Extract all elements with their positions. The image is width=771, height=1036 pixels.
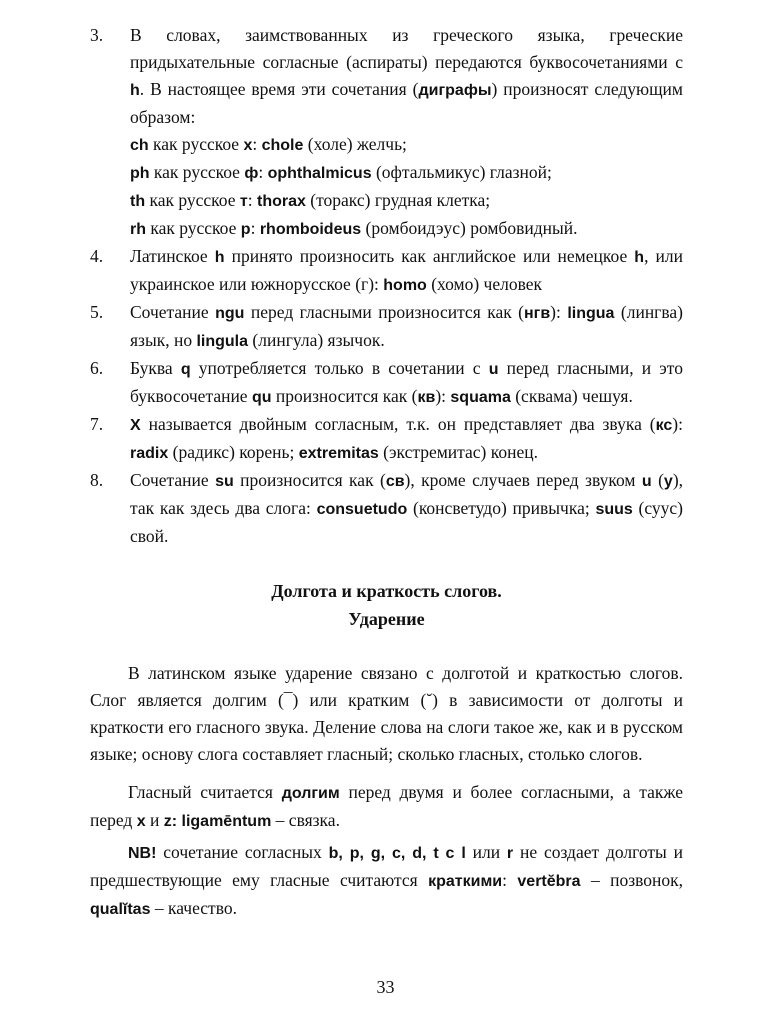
text-run: как русское — [149, 162, 245, 182]
text-run: . В настоящее время эти сочетания ( — [139, 79, 419, 99]
bold-term: lingua — [567, 305, 615, 322]
text-run: принято произносить как английское или немецкое — [224, 246, 635, 266]
item-text — [130, 411, 683, 467]
item-number: 5. — [90, 302, 104, 322]
text-run: употребляется только в сочетании с — [190, 358, 489, 378]
bold-term: св — [385, 473, 405, 490]
text-run: (лингва) язык, но — [130, 302, 683, 350]
text-run: как русское — [146, 218, 241, 238]
bold-term: ph — [130, 165, 150, 182]
text-run: ), так как здесь два слога: — [130, 470, 684, 518]
text-run: ): — [435, 386, 451, 406]
text-run: сочетание согласных — [156, 842, 329, 862]
text-run: – позвонок, — [580, 870, 683, 890]
paragraph-long-vowel — [90, 779, 683, 835]
bold-term: краткими — [428, 873, 503, 890]
text-run: не создает долготы и предшествующие ему гласные считаются — [90, 842, 683, 890]
bold-term: chole — [261, 137, 304, 154]
text-run: Гласный считается — [128, 782, 282, 802]
bold-term: z: ligamēntum — [163, 813, 272, 830]
bold-term: нгв — [524, 305, 551, 322]
item-text — [130, 22, 683, 131]
text-run: ) произносят следующим образом: — [130, 79, 684, 127]
text-run: (торакс) грудная клетка; — [305, 190, 491, 210]
bold-term: h — [130, 82, 140, 99]
text-run: (лингула) язычок. — [248, 330, 385, 350]
bold-term: lingula — [196, 333, 249, 350]
text-run: Сочетание — [130, 470, 216, 490]
bold-term: q — [180, 361, 191, 378]
bold-term: thorax — [256, 193, 306, 210]
bold-term: rhomboideus — [259, 221, 362, 238]
digraph-th — [130, 187, 683, 215]
text-run: Латинское — [130, 246, 215, 266]
bold-term: extremitas — [298, 445, 379, 462]
bold-term: ф — [244, 165, 259, 182]
text-run: В словах, заимствованных из греческого языка, греческие придыхательные согласные (аспираты) передаются буквосочетаниями с — [130, 25, 683, 72]
text-run: называется двойным согласным, т.к. он представляет два звука ( — [140, 414, 656, 434]
bold-term: su — [215, 473, 234, 490]
text-run: ( — [651, 470, 664, 490]
bold-term: т — [239, 193, 248, 210]
bold-term: u — [488, 361, 499, 378]
bold-term: х — [136, 813, 146, 830]
list-item-4 — [90, 243, 683, 299]
item-number: 7. — [90, 414, 104, 434]
bold-term: squama — [450, 389, 511, 406]
bold-term: th — [130, 193, 146, 210]
item-text — [130, 243, 683, 299]
bold-term: suus — [595, 501, 633, 518]
text-run: ), кроме случаев перед звуком — [404, 470, 642, 490]
text-run: (суус) свой. — [130, 498, 683, 546]
text-run: Сочетание — [130, 302, 216, 322]
text-run: и — [145, 810, 164, 830]
bold-term: х — [243, 137, 253, 154]
text-run: (консветудо) привычка; — [407, 498, 596, 518]
text-run: В латинском языке ударение связано с долготой и краткостью слогов. Слог является долгим (¯) или кратким (˘) в зависимости от долготы и краткости его гласного звука. Деление слова на слоги такое же, как и в русском языке; основу слога составляет гласный; сколько гласных, столько слогов. — [90, 663, 683, 764]
text-run: (сквама) чешуя. — [510, 386, 633, 406]
text-run: как русское — [148, 134, 244, 154]
item-text — [130, 299, 683, 355]
list-item-8 — [90, 467, 683, 550]
list-item-5 — [90, 299, 683, 355]
bold-term: qualĭtas — [90, 901, 151, 918]
bold-term: диграфы — [418, 82, 492, 99]
bold-term: ngu — [215, 305, 245, 322]
text-run: : — [502, 870, 518, 890]
item-number: 6. — [90, 358, 104, 378]
list-item-7 — [90, 411, 683, 467]
text-run: как русское — [145, 190, 240, 210]
text-run: (хомо) человек — [426, 274, 543, 294]
item-text — [130, 355, 683, 411]
digraph-rh — [130, 215, 683, 243]
text-run: – качество. — [150, 898, 237, 918]
rules-list — [90, 22, 683, 550]
item-number: 3. — [90, 25, 104, 45]
text-run: (холе) желчь; — [303, 134, 407, 154]
text-run: перед двумя и более согласными, а также перед — [90, 782, 683, 830]
bold-term: h — [214, 249, 225, 266]
text-run: : — [252, 134, 262, 154]
bold-term: homo — [383, 277, 427, 294]
digraph-ph — [130, 159, 683, 187]
bold-term: кв — [417, 389, 436, 406]
text-run: (радикс) корень; — [168, 442, 299, 462]
bold-term: NB! — [128, 845, 157, 862]
page-number: 33 — [376, 977, 395, 997]
bold-term: qu — [251, 389, 272, 406]
text-run: , или украинское или южнорусское (г): — [130, 246, 683, 294]
section-heading — [90, 577, 683, 633]
text-run: перед гласными произносится как ( — [244, 302, 524, 322]
list-item-6 — [90, 355, 683, 411]
bold-term: radix — [130, 445, 169, 462]
heading-line-1: Долгота и краткость слогов. — [271, 581, 502, 601]
digraph-ch — [130, 131, 683, 159]
bold-term: rh — [130, 221, 146, 238]
bold-term: ophthalmicus — [267, 165, 372, 182]
text-run: ): — [672, 414, 683, 434]
text-run: или — [465, 842, 507, 862]
text-run: : — [258, 162, 268, 182]
list-item-3 — [90, 22, 683, 243]
bold-term: долгим — [281, 785, 340, 802]
bold-term: X — [130, 417, 141, 434]
heading-line-2: Ударение — [348, 609, 425, 629]
bold-term: b, p, g, c, d, t c l — [328, 845, 466, 862]
bold-term: у — [663, 473, 673, 490]
text-run: : — [250, 218, 260, 238]
paragraph-stress — [90, 660, 683, 768]
text-run: произносится как ( — [271, 386, 418, 406]
text-run: ): — [550, 302, 568, 322]
text-run: (ромбоидэус) ромбовидный. — [361, 218, 578, 238]
text-run: перед гласными, и это буквосочетание — [130, 358, 683, 406]
text-run: произносится как ( — [233, 470, 386, 490]
item-text — [130, 467, 683, 550]
text-run: (экстремитас) конец. — [378, 442, 538, 462]
bold-term: consuetudo — [316, 501, 408, 518]
item-number: 8. — [90, 470, 104, 490]
text-run: – связка. — [271, 810, 340, 830]
bold-term: кс — [655, 417, 673, 434]
text-run: (офтальмикус) глазной; — [371, 162, 552, 182]
bold-term: u — [641, 473, 652, 490]
text-run: Буква — [130, 358, 181, 378]
page-content — [90, 22, 683, 923]
bold-term: h — [634, 249, 645, 266]
bold-term: vertĕbra — [517, 873, 581, 890]
bold-term: r — [506, 845, 514, 862]
bold-term: р — [240, 221, 251, 238]
text-run: : — [247, 190, 257, 210]
bold-term: ch — [130, 137, 149, 154]
paragraph-nb-note — [90, 839, 683, 923]
item-number: 4. — [90, 246, 104, 266]
